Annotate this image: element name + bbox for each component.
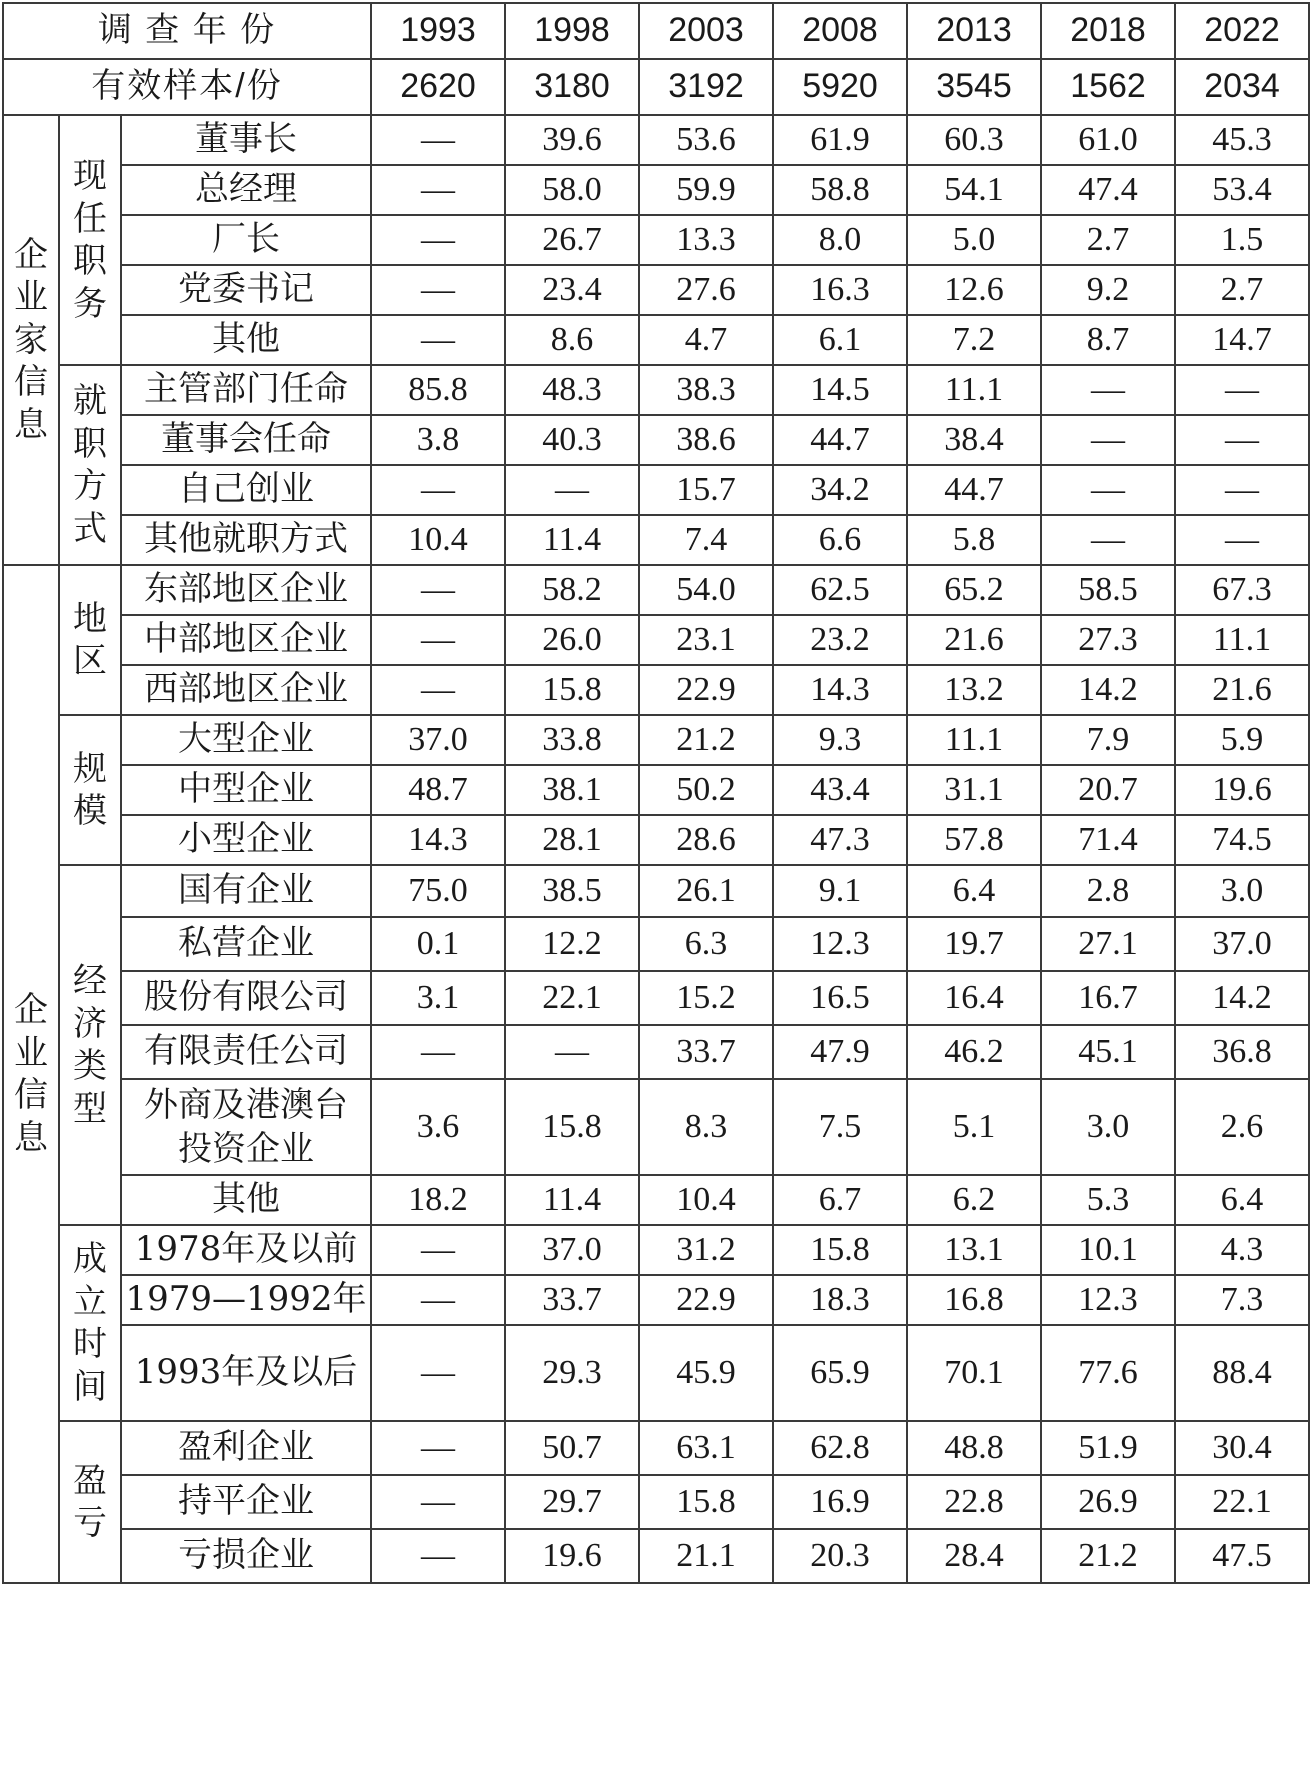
data-cell: — — [371, 1475, 505, 1529]
vertical-text: 盈亏 — [72, 1460, 107, 1543]
data-cell: 40.3 — [505, 415, 639, 465]
row-label: 亏损企业 — [121, 1529, 371, 1583]
data-cell: 12.3 — [773, 917, 907, 971]
table-row — [3, 665, 1309, 715]
data-cell: 28.1 — [505, 815, 639, 865]
data-cell: 45.1 — [1041, 1025, 1175, 1079]
data-cell: 22.9 — [639, 1275, 773, 1325]
data-cell: 7.4 — [639, 515, 773, 565]
data-cell: 12.2 — [505, 917, 639, 971]
data-cell: — — [371, 165, 505, 215]
data-cell: 21.6 — [1175, 665, 1309, 715]
data-cell: 5.9 — [1175, 715, 1309, 765]
data-cell: — — [1175, 365, 1309, 415]
sample-label: 有效样本/份 — [3, 59, 371, 115]
data-cell: 47.5 — [1175, 1529, 1309, 1583]
data-cell: 58.2 — [505, 565, 639, 615]
table-row — [3, 565, 1309, 615]
data-cell: 14.3 — [773, 665, 907, 715]
sample-count: 2620 — [371, 59, 505, 115]
data-cell: 18.3 — [773, 1275, 907, 1325]
data-cell: 67.3 — [1175, 565, 1309, 615]
data-cell: 8.3 — [639, 1079, 773, 1175]
data-cell: 5.3 — [1041, 1175, 1175, 1225]
vertical-text: 企业信息 — [13, 990, 48, 1158]
data-cell: — — [1041, 465, 1175, 515]
data-cell: — — [1175, 465, 1309, 515]
year-header: 1993 — [371, 3, 505, 59]
group-label — [59, 865, 121, 1225]
data-cell: 9.2 — [1041, 265, 1175, 315]
data-cell: 19.6 — [1175, 765, 1309, 815]
data-cell: 27.1 — [1041, 917, 1175, 971]
data-cell: 22.1 — [1175, 1475, 1309, 1529]
data-cell: 13.1 — [907, 1225, 1041, 1275]
row-label: 西部地区企业 — [121, 665, 371, 715]
data-cell: 77.6 — [1041, 1325, 1175, 1421]
table-row — [3, 415, 1309, 465]
data-cell: 46.2 — [907, 1025, 1041, 1079]
group-label — [59, 115, 121, 365]
table-row — [3, 315, 1309, 365]
data-cell: 23.4 — [505, 265, 639, 315]
data-cell: 16.3 — [773, 265, 907, 315]
data-cell: 7.3 — [1175, 1275, 1309, 1325]
data-cell: 54.1 — [907, 165, 1041, 215]
data-cell: 38.4 — [907, 415, 1041, 465]
data-cell: — — [371, 315, 505, 365]
data-cell: 6.7 — [773, 1175, 907, 1225]
data-cell: 13.3 — [639, 215, 773, 265]
data-cell: — — [371, 1529, 505, 1583]
data-cell: 30.4 — [1175, 1421, 1309, 1475]
data-cell: 45.3 — [1175, 115, 1309, 165]
table-row — [3, 615, 1309, 665]
group-label — [59, 565, 121, 715]
data-cell: — — [1041, 515, 1175, 565]
data-cell: 5.1 — [907, 1079, 1041, 1175]
data-cell: — — [505, 465, 639, 515]
row-label: 股份有限公司 — [121, 971, 371, 1025]
data-cell: 75.0 — [371, 865, 505, 917]
data-cell: 14.5 — [773, 365, 907, 415]
data-cell: 26.9 — [1041, 1475, 1175, 1529]
data-cell: — — [505, 1025, 639, 1079]
data-cell: 88.4 — [1175, 1325, 1309, 1421]
data-cell: 26.7 — [505, 215, 639, 265]
data-cell: 15.8 — [505, 665, 639, 715]
vertical-text: 经济类型 — [72, 961, 107, 1129]
data-cell: — — [371, 215, 505, 265]
sample-count: 2034 — [1175, 59, 1309, 115]
table-row — [3, 1079, 1309, 1175]
table-row — [3, 115, 1309, 165]
data-cell: 54.0 — [639, 565, 773, 615]
data-cell: 3.1 — [371, 971, 505, 1025]
data-cell: 8.6 — [505, 315, 639, 365]
survey-table — [2, 2, 1310, 1584]
data-cell: 21.6 — [907, 615, 1041, 665]
data-cell: 47.9 — [773, 1025, 907, 1079]
data-cell: 33.7 — [505, 1275, 639, 1325]
section-label — [3, 565, 59, 1583]
data-cell: 15.8 — [639, 1475, 773, 1529]
data-cell: — — [1175, 515, 1309, 565]
data-cell: 10.1 — [1041, 1225, 1175, 1275]
data-cell: 6.1 — [773, 315, 907, 365]
data-cell: — — [371, 265, 505, 315]
data-cell: 11.4 — [505, 515, 639, 565]
data-cell: 9.1 — [773, 865, 907, 917]
sample-count: 5920 — [773, 59, 907, 115]
data-cell: 5.8 — [907, 515, 1041, 565]
data-cell: — — [371, 1225, 505, 1275]
table-row — [3, 765, 1309, 815]
data-cell: 37.0 — [371, 715, 505, 765]
data-cell: 12.3 — [1041, 1275, 1175, 1325]
data-cell: 11.1 — [907, 715, 1041, 765]
group-label — [59, 1225, 121, 1421]
data-cell: — — [371, 1325, 505, 1421]
table-row — [3, 515, 1309, 565]
table-row — [3, 1421, 1309, 1475]
data-cell: 3.0 — [1175, 865, 1309, 917]
data-cell: 0.1 — [371, 917, 505, 971]
data-cell: 44.7 — [907, 465, 1041, 515]
data-cell: 31.2 — [639, 1225, 773, 1275]
data-cell: 74.5 — [1175, 815, 1309, 865]
data-cell: 15.8 — [773, 1225, 907, 1275]
data-cell: 23.2 — [773, 615, 907, 665]
data-cell: 14.2 — [1041, 665, 1175, 715]
vertical-text: 现任职务 — [72, 156, 107, 324]
data-cell: 28.6 — [639, 815, 773, 865]
data-cell: 27.3 — [1041, 615, 1175, 665]
data-cell: 51.9 — [1041, 1421, 1175, 1475]
table-row — [3, 465, 1309, 515]
data-cell: 16.9 — [773, 1475, 907, 1529]
vertical-text: 成立时间 — [72, 1239, 107, 1407]
data-cell: 6.2 — [907, 1175, 1041, 1225]
data-cell: 22.8 — [907, 1475, 1041, 1529]
table-row — [3, 215, 1309, 265]
data-cell: 23.1 — [639, 615, 773, 665]
data-cell: 38.3 — [639, 365, 773, 415]
header-row-samples — [3, 59, 1309, 115]
table-row — [3, 1475, 1309, 1529]
data-cell: 28.4 — [907, 1529, 1041, 1583]
group-label — [59, 1421, 121, 1583]
table-row — [3, 265, 1309, 315]
data-cell: 6.6 — [773, 515, 907, 565]
data-cell: 1.5 — [1175, 215, 1309, 265]
row-label: 其他就职方式 — [121, 515, 371, 565]
table-row — [3, 1025, 1309, 1079]
data-cell: 58.0 — [505, 165, 639, 215]
data-cell: 7.5 — [773, 1079, 907, 1175]
data-cell: 9.3 — [773, 715, 907, 765]
table-row — [3, 917, 1309, 971]
data-cell: 34.2 — [773, 465, 907, 515]
row-label: 董事会任命 — [121, 415, 371, 465]
data-cell: 26.1 — [639, 865, 773, 917]
year-header: 2013 — [907, 3, 1041, 59]
data-cell: 53.6 — [639, 115, 773, 165]
data-cell: 85.8 — [371, 365, 505, 415]
vertical-text: 就职方式 — [72, 381, 107, 549]
table-row — [3, 865, 1309, 917]
year-header: 2022 — [1175, 3, 1309, 59]
data-cell: 3.0 — [1041, 1079, 1175, 1175]
vertical-text: 地区 — [72, 598, 107, 681]
data-cell: 13.2 — [907, 665, 1041, 715]
data-cell: 63.1 — [639, 1421, 773, 1475]
year-header: 2008 — [773, 3, 907, 59]
data-cell: 38.1 — [505, 765, 639, 815]
year-header: 1998 — [505, 3, 639, 59]
data-cell: 7.2 — [907, 315, 1041, 365]
data-cell: 62.5 — [773, 565, 907, 615]
data-cell: 21.1 — [639, 1529, 773, 1583]
data-cell: 4.3 — [1175, 1225, 1309, 1275]
data-cell: 37.0 — [1175, 917, 1309, 971]
data-cell: 3.6 — [371, 1079, 505, 1175]
row-label: 持平企业 — [121, 1475, 371, 1529]
data-cell: 62.8 — [773, 1421, 907, 1475]
sample-count: 1562 — [1041, 59, 1175, 115]
row-label: 主管部门任命 — [121, 365, 371, 415]
group-label — [59, 365, 121, 565]
data-cell: 20.7 — [1041, 765, 1175, 815]
year-header: 2003 — [639, 3, 773, 59]
row-label: 1979—1992年 — [121, 1275, 371, 1325]
data-cell: 14.2 — [1175, 971, 1309, 1025]
table-row — [3, 1529, 1309, 1583]
table-row — [3, 1325, 1309, 1421]
year-label: 调 查 年 份 — [3, 3, 371, 59]
data-cell: 12.6 — [907, 265, 1041, 315]
data-cell: 21.2 — [1041, 1529, 1175, 1583]
group-label — [59, 715, 121, 865]
row-label: 总经理 — [121, 165, 371, 215]
data-cell: 38.5 — [505, 865, 639, 917]
data-cell: 36.8 — [1175, 1025, 1309, 1079]
sample-count: 3545 — [907, 59, 1041, 115]
data-cell: — — [1041, 365, 1175, 415]
data-cell: 48.7 — [371, 765, 505, 815]
sample-count: 3180 — [505, 59, 639, 115]
data-cell: — — [371, 465, 505, 515]
data-cell: 4.7 — [639, 315, 773, 365]
data-cell: 2.6 — [1175, 1079, 1309, 1175]
table-body — [3, 3, 1309, 1583]
data-cell: 16.4 — [907, 971, 1041, 1025]
data-cell: — — [371, 1421, 505, 1475]
data-cell: 70.1 — [907, 1325, 1041, 1421]
data-cell: 31.1 — [907, 765, 1041, 815]
table-row — [3, 365, 1309, 415]
data-cell: 29.3 — [505, 1325, 639, 1421]
data-cell: — — [371, 565, 505, 615]
data-cell: 48.3 — [505, 365, 639, 415]
data-cell: 6.3 — [639, 917, 773, 971]
data-cell: 16.7 — [1041, 971, 1175, 1025]
vertical-text: 规模 — [72, 748, 107, 831]
data-cell: 33.8 — [505, 715, 639, 765]
data-cell: 6.4 — [907, 865, 1041, 917]
data-cell: 43.4 — [773, 765, 907, 815]
row-label: 小型企业 — [121, 815, 371, 865]
data-cell: 16.5 — [773, 971, 907, 1025]
data-cell: 53.4 — [1175, 165, 1309, 215]
row-label: 董事长 — [121, 115, 371, 165]
section-label — [3, 115, 59, 565]
data-cell: 38.6 — [639, 415, 773, 465]
row-label: 国有企业 — [121, 865, 371, 917]
table-row — [3, 1275, 1309, 1325]
data-cell: 22.9 — [639, 665, 773, 715]
data-cell: — — [371, 1025, 505, 1079]
row-label: 其他 — [121, 315, 371, 365]
data-cell: 26.0 — [505, 615, 639, 665]
data-cell: 2.8 — [1041, 865, 1175, 917]
row-label: 厂长 — [121, 215, 371, 265]
data-cell: 2.7 — [1041, 215, 1175, 265]
data-cell: 11.1 — [1175, 615, 1309, 665]
table-row — [3, 815, 1309, 865]
table-row — [3, 1175, 1309, 1225]
row-label: 党委书记 — [121, 265, 371, 315]
data-cell: 65.9 — [773, 1325, 907, 1421]
table-row — [3, 1225, 1309, 1275]
data-cell: 8.0 — [773, 215, 907, 265]
table-row — [3, 715, 1309, 765]
data-cell: 15.7 — [639, 465, 773, 515]
row-label: 东部地区企业 — [121, 565, 371, 615]
data-cell: 58.8 — [773, 165, 907, 215]
data-cell: 29.7 — [505, 1475, 639, 1529]
data-cell: 3.8 — [371, 415, 505, 465]
data-cell: — — [1041, 415, 1175, 465]
table-row — [3, 165, 1309, 215]
data-cell: — — [371, 615, 505, 665]
data-cell: 39.6 — [505, 115, 639, 165]
row-label: 中型企业 — [121, 765, 371, 815]
row-label: 私营企业 — [121, 917, 371, 971]
data-cell: 48.8 — [907, 1421, 1041, 1475]
data-cell: 61.0 — [1041, 115, 1175, 165]
data-cell: 6.4 — [1175, 1175, 1309, 1225]
data-cell: 15.8 — [505, 1079, 639, 1175]
data-cell: 21.2 — [639, 715, 773, 765]
year-header: 2018 — [1041, 3, 1175, 59]
data-cell: 8.7 — [1041, 315, 1175, 365]
data-cell: 15.2 — [639, 971, 773, 1025]
data-cell: 60.3 — [907, 115, 1041, 165]
row-label: 自己创业 — [121, 465, 371, 515]
data-cell: 50.2 — [639, 765, 773, 815]
vertical-text: 企业家信息 — [13, 234, 48, 445]
data-cell: 19.7 — [907, 917, 1041, 971]
data-cell: 18.2 — [371, 1175, 505, 1225]
data-cell: 7.9 — [1041, 715, 1175, 765]
data-cell: 19.6 — [505, 1529, 639, 1583]
data-cell: 11.4 — [505, 1175, 639, 1225]
row-label: 其他 — [121, 1175, 371, 1225]
data-cell: 22.1 — [505, 971, 639, 1025]
data-cell: 58.5 — [1041, 565, 1175, 615]
data-cell: 20.3 — [773, 1529, 907, 1583]
data-cell: 14.3 — [371, 815, 505, 865]
data-cell: 47.3 — [773, 815, 907, 865]
data-cell: 27.6 — [639, 265, 773, 315]
row-label: 1993年及以后 — [121, 1325, 371, 1421]
data-cell: 45.9 — [639, 1325, 773, 1421]
data-cell: 57.8 — [907, 815, 1041, 865]
data-cell: 10.4 — [371, 515, 505, 565]
data-cell: — — [371, 1275, 505, 1325]
data-cell: 47.4 — [1041, 165, 1175, 215]
data-cell: — — [371, 115, 505, 165]
data-cell: 14.7 — [1175, 315, 1309, 365]
row-label: 有限责任公司 — [121, 1025, 371, 1079]
data-cell: 59.9 — [639, 165, 773, 215]
data-cell: 10.4 — [639, 1175, 773, 1225]
data-cell: 71.4 — [1041, 815, 1175, 865]
data-cell: 5.0 — [907, 215, 1041, 265]
data-cell: 50.7 — [505, 1421, 639, 1475]
data-cell: 44.7 — [773, 415, 907, 465]
data-cell: — — [371, 665, 505, 715]
header-row-years — [3, 3, 1309, 59]
data-cell: 11.1 — [907, 365, 1041, 415]
sample-count: 3192 — [639, 59, 773, 115]
data-cell: 16.8 — [907, 1275, 1041, 1325]
data-cell: 37.0 — [505, 1225, 639, 1275]
data-cell: — — [1175, 415, 1309, 465]
row-label: 1978年及以前 — [121, 1225, 371, 1275]
row-label: 大型企业 — [121, 715, 371, 765]
row-label: 中部地区企业 — [121, 615, 371, 665]
table-row — [3, 971, 1309, 1025]
data-cell: 33.7 — [639, 1025, 773, 1079]
data-cell: 61.9 — [773, 115, 907, 165]
data-cell: 65.2 — [907, 565, 1041, 615]
row-label: 盈利企业 — [121, 1421, 371, 1475]
row-label: 外商及港澳台 投资企业 — [121, 1079, 371, 1175]
data-cell: 2.7 — [1175, 265, 1309, 315]
